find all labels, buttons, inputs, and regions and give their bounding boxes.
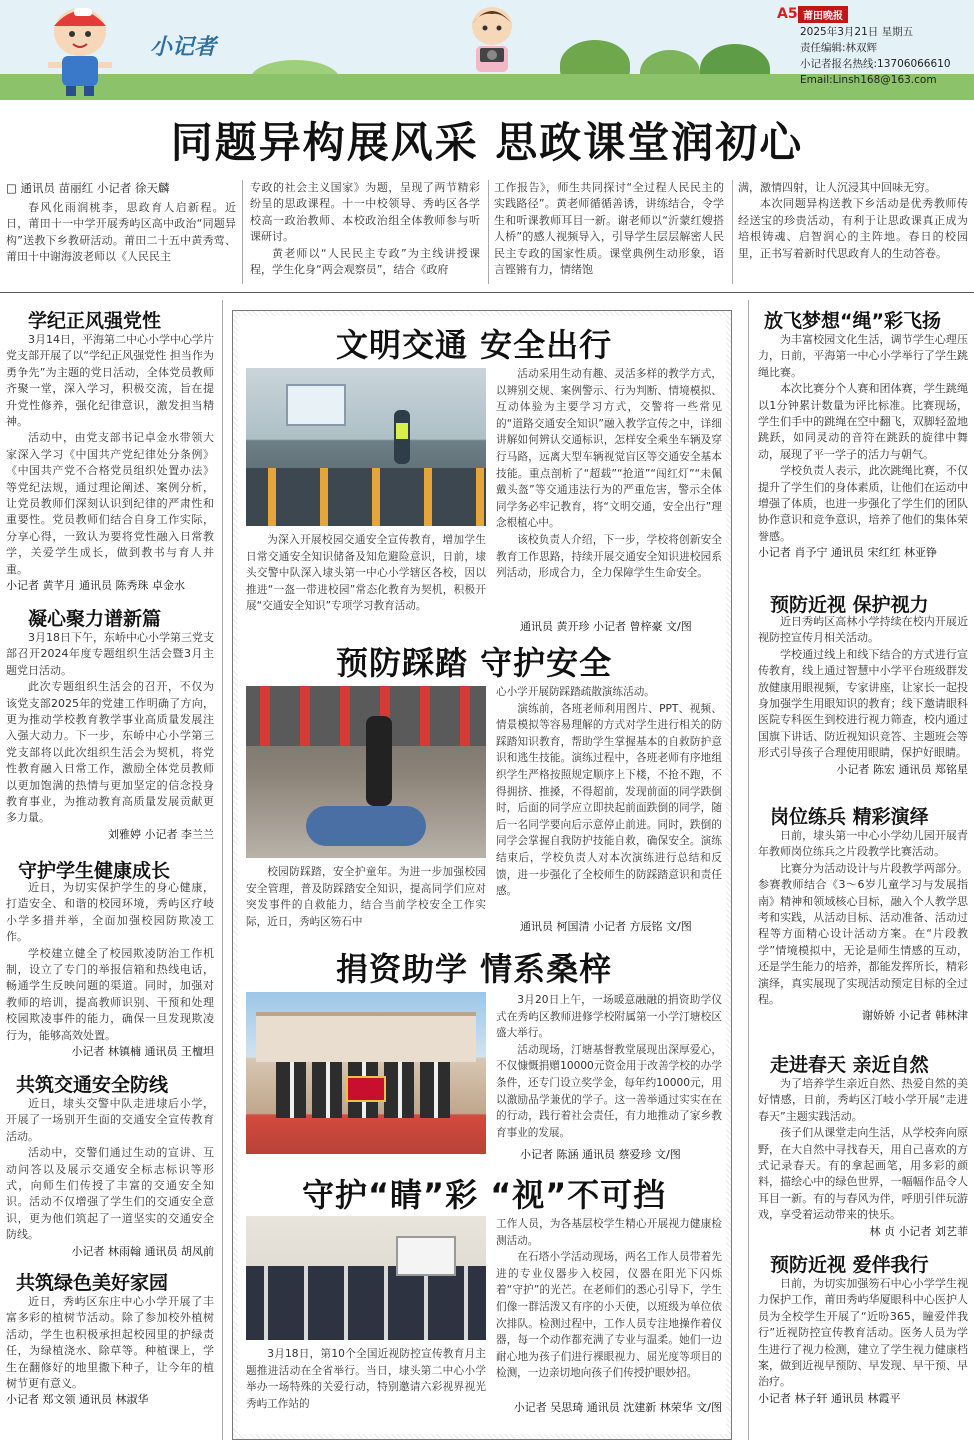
divider [488,180,489,284]
teacher-shape [366,716,392,806]
box-4-title: 守护“睛”彩 “视”不可挡 [302,1176,667,1214]
left-4-credit: 小记者 林雨翰 通讯员 胡凤前 [71,1244,214,1258]
newspaper-brand: 莆田晚报 [798,6,848,23]
left-3-title: 守护学生健康成长 [18,860,171,882]
left-5-title: 共筑绿色美好家园 [16,1272,169,1294]
right-3-credit: 谢娇娇 小记者 韩林津 [862,1009,968,1023]
right-1-text2: 本次比赛分个人赛和团体赛，学生跳绳以1分钟累计数量为评比标准。比赛现场，学生们手中的跳绳在空中翻飞，双脚轻盈地跳跃，如同灵动的音符在跳跃的旋律中舞动，展现了平一学子的活力与朝气。 [758,382,968,461]
right-5-credit: 小记者 林子轩 通讯员 林霞平 [758,1391,901,1405]
main-col-4 [738,180,968,280]
main-col-2 [250,180,480,280]
left-4-title: 共筑交通安全防线 [16,1074,169,1096]
box-1-caption-text: 为深入开展校园交通安全宣传教育，增加学生日常交通安全知识储备及知危避险意识，日前，埭头交警中队深入埭头第一中心小学辖区各校，因以推进“一盔一带进校园”常态化教育为契机，积极开展“交通安全知识”专项学习教育活动。 [246,534,486,613]
left-2-body [6,630,214,848]
students-queue-shape [246,1266,486,1340]
right-5-body [758,1276,968,1436]
right-3-text2: 比赛分为活动设计与片段教学两部分。参赛教师结合《3～6岁儿童学习与发展指南》精神和领域核心目标，融入个人教学思考和实践，从活动目标、活动准备、活动过程等方面精心设计活动方案。在“片段教学”情境模拟中，无论是师生情感的互动，还是学生能力的培养，都能发挥所长，精彩演绎，真实展现了实现活动预定目标的全过程。 [758,861,968,1007]
box-4-body2-text: 在石塔小学活动现场，两名工作人员带着先进的专业仪器步入校园，仪器在阳光下闪烁着“守护”的光芒。在老师们的悉心引导下，学生们像一群活泼又有序的小天使，以班级为单位依次排队。检测过程中，工作人员专注地操作着仪器，每一个动作都充满了专业与温柔。她们一边耐心地为孩子们进行裸眼视力、屈光度等项目的检测，一边亲切地向孩子们传授护眼妙招。 [496,1251,722,1380]
left-3-text: 近日，为切实保护学生的身心健康，打造安全、和谐的校园环境，秀屿区疗岐小学多措并举，全面加强校园防欺凌工作。 [6,881,214,944]
students-shape [246,468,486,526]
left-5-body [6,1294,214,1434]
left-4-body [6,1096,214,1262]
left-3-body [6,880,214,1062]
page-headline: 同题异构展风采 思政课堂润初心 [170,118,804,167]
left-1-text2: 活动中，由党支部书记卓金水带领大家深入学习《中国共产党纪律处分条例》《中国共产党不合格党员组织处置办法》等党纪法规，通过理论阐述、案例分析，让党员教师们深刻认识到纪律的严肃性和重要性。党员教师们结合自身工作实际，分享心得，一致认为要将党性融入日常教学，关爱学生成长，做到教书与育人并重。 [6,431,214,576]
box-1-title: 文明交通 安全出行 [336,326,613,364]
right-4-credit: 林 贞 小记者 刘艺菲 [869,1224,968,1238]
main-col-1-text: 春风化雨润桃李，思政育人启新程。近日，莆田十一中学开展秀屿区高中政治“同题异构”送教下乡教研活动。莆田二十五中黄秀莺、莆田十中谢海波老师以《人民民主 [6,201,236,264]
right-1-title: 放飞梦想“绳”彩飞扬 [764,310,941,332]
box-1-body2-text: 该校负责人介绍，下一步，学校将创新安全教育工作思路，持续开展交通安全知识进校园系列活动，形成合力，全力保障学生生命安全。 [496,533,722,580]
right-1-credit: 小记者 肖予宁 通讯员 宋红红 林亚铮 [758,546,937,560]
left-4-text2: 活动中，交警们通过生动的宣讲、互动问答以及展示交通安全标志标识等形式，向师生们传授了丰富的交通安全知识。活动不仅增强了学生们的交通安全意识，更为他们筑起了一道坚实的交通安全防线。 [6,1146,214,1242]
page-number: A5 [777,6,798,22]
box-2-body [496,684,722,916]
box-1-credit: 通讯员 黄开珍 小记者 曾梓豪 文/图 [520,620,692,633]
main-col-3-text: 工作报告》，师生共同探讨“全过程人民民主的实践路径”。黄老师循循善诱，讲练结合，令学生和听课教师耳目一新。谢老师以“沂蒙红嫂搭人桥”的感人视频导入，引导学生层层解密人民民主专政的国家性质。课堂典例生动形象，语言铿锵有力，情绪饱 [494,181,724,277]
right-1-body [758,332,968,586]
masthead [0,0,974,100]
school-building-shape [256,1012,476,1062]
editor-line: 责任编辑:林双辉 [800,42,878,54]
divider [748,300,749,1440]
left-3-credit: 小记者 林镇楠 通讯员 王檀坦 [71,1045,214,1059]
box-4-body [496,1216,722,1396]
camera-kid-illustration [462,2,522,82]
left-1-text: 3月14日，平海第二中心小学中心学片党支部开展了以“学纪正风强党性 担当作为勇争先”为主题的党日活动，全体党员教师齐聚一堂，深入学习，积极交流，旨在提升党性修养，强化纪律意识，激发担当精神。 [6,333,214,429]
left-2-text: 3月18日下午，东峤中心小学第三党支部召开2024年度专题组织生活会暨3月主题党日活动。 [6,631,214,677]
box-1-body [496,366,722,616]
right-4-title: 走进春天 亲近自然 [770,1054,929,1076]
vest-shape [396,423,408,439]
section-title: 小记者 [150,34,217,60]
right-2-credit: 小记者 陈宏 通讯员 郑铭星 [836,762,968,776]
box-2-caption-text: 校园防踩踏，安全护童年。为进一步加强校园安全管理，普及防踩踏安全知识，提高同学们应对突发事件的自救能力，结合当前学校安全工作实际，近日，秀屿区笏石中 [246,866,486,928]
box-3-body-text: 3月20日上午，一场暖意融融的捐资助学仪式在秀屿区教师进修学校附属第一小学汀塘校区盛大举行。 [496,994,722,1040]
vision-device-shape [396,1236,456,1276]
box-3-title: 捐资助学 情系桑梓 [336,950,613,988]
left-5-text: 近日，秀屿区东庄中心小学开展了丰富多彩的植树节活动。除了参加校外植树活动，学生也积极承担起校园里的护绿责任，为绿植浇水、除草等。种植课上，学生在翻修好的地里撒下种子，让今年的植树节更有意义。 [6,1295,214,1391]
right-5-title: 预防近视 爱伴我行 [770,1254,929,1276]
left-4-text: 近日，埭头交警中队走进埭后小学，开展了一场别开生面的交通安全宣传教育活动。 [6,1097,214,1143]
right-3-text: 日前，埭头第一中心小学幼儿园开展青年教师岗位练兵之片段教学比赛活动。 [758,829,968,859]
box-4-caption-text: 3月18日，第10个全国近视防控宣传教育月主题推进活动在全省举行。当日，埭头第二中心小学举办一场特殊的关爱行动，特别邀请六彩视界视光秀屿工作站的 [246,1348,486,1410]
fallen-student-shape [306,806,426,846]
hotline-line: 小记者报名热线:13706066610 [800,58,951,70]
right-2-text: 近日秀屿区高林小学持续在校内开展近视防控宣传月相关活动。 [758,615,968,645]
main-col-4-text: 满，激情四射，让人沉浸其中回味无穷。 [738,181,936,194]
date-line: 2025年3月21日 星期五 [800,26,914,38]
right-2-body [758,614,968,796]
left-2-credit: 刘雅婷 小记者 李兰兰 [108,827,214,841]
main-col-1 [6,200,236,280]
right-2-text2: 学校通过线上和线下结合的方式进行宣传教育，线上通过智慧中小学平台班级群发放健康用眼视频，专家讲座，让家长一起投身加强学生用眼知识的教育；线下邀请眼科医院专科医生到校进行视力筛查，校内通过国旗下讲话、防近视知识竞答、主题班会等形式引导孩子合理使用眼睛，保护好眼睛。 [758,647,968,760]
divider [732,180,733,284]
box-3-photo [246,992,486,1154]
right-2-title: 预防近视 保护视力 [770,594,929,616]
right-3-title: 岗位练兵 精彩演绎 [770,806,929,828]
box-4-photo [246,1216,486,1340]
left-2-title: 凝心聚力谱新篇 [28,608,162,630]
box-4-credit: 小记者 吴思琦 通讯员 沈建新 林荣华 文/图 [513,1401,722,1414]
certificate-shape [346,1076,386,1102]
right-5-text: 日前，为切实加强笏石中心小学学生视力保护工作，莆田秀屿华厦眼科中心医护人员为全校学生开展了“近吩365，瞳爱伴我行”近视防控宣传教育活动。医务人员为学生进行了视力检测，建立了学生视力健康档案，做到近视早预防、早发现、早干预、早治疗。 [758,1277,968,1389]
box-2-photo [246,686,486,858]
divider [222,300,223,1440]
email-line: Email:Linsh168@163.com [800,74,937,86]
left-2-text2: 此次专题组织生活会的召开，不仅为该党支部2025年的党建工作明确了方向，更为推动学校教育教学事业高质量发展注入强大动力。下一步，东峤中心小学第三党支部将以此次组织生活会为契机，将党性教育融入日常工作，激励全体党员教师以更加饱满的热情与更加坚定的信念投身教育事业，为推动教育高质量发展贡献更多力量。 [6,680,214,825]
box-2-title: 预防踩踏 守护安全 [336,644,613,682]
right-4-text: 为了培养学生亲近自然、热爱自然的美好情感，日前，秀屿区汀岐小学开展“走进春天”主题实践活动。 [758,1077,968,1123]
left-5-credit: 小记者 郑文领 通讯员 林淑华 [6,1393,149,1407]
main-col-2-text: 专政的社会主义国家》为题，呈现了两节精彩纷呈的思政课程。十一中校领导、秀屿区各学校高一政治教师、本校政治组全体教师参与听课研讨。 [250,181,480,244]
box-3-credit: 小记者 陈涵 通讯员 蔡爱珍 文/图 [520,1148,681,1161]
box-3-body2-text: 活动现场，汀塘基督教堂展现出深厚爱心，不仅慷慨捐赠10000元资金用于改善学校的办学条件，还专门设立奖学金，每年约10000元，用以激励品学兼优的学子。这一善举通过实实在在的行动，践行着社会责任，有力地推动了家乡教育事业的发展。 [496,1043,722,1139]
left-1-title: 学纪正风强党性 [28,310,162,332]
right-1-text: 为丰富校园文化生活，调节学生心理压力，日前，平海第一中心小学举行了学生跳绳比赛。 [758,333,968,379]
divider [0,292,974,293]
left-1-credit: 小记者 黄芊月 通讯员 陈秀珠 卓金水 [6,579,185,593]
box-2-body2-text: 演练前，各班老师利用图片、PPT、视频、情景模拟等容易理解的方式对学生进行相关的防踩踏知识教育，帮助学生掌握基本的自救防护意识和逃生技能。演练过程中，各班老师有序地组织学生严格按照规定顺序上下楼，不抢不跑，不得拥挤、推搡，不得超前，发现前面的同学跌倒时，后面的同学应立即抉起前面跌倒的同学，随后一名同学要向后示意停止前进。同时，跌倒的同学会掌握自我防护技能自救，确保安全。演练结束后，学校负责人对本次演练进行总结和反馈，进一步强化了全校师生的防踩踏意识和责任感。 [496,702,722,898]
main-col-3 [494,180,724,280]
right-3-body [758,828,968,1046]
box-2-body-text: 心小学开展防踩踏疏散演练活动。 [496,686,655,698]
main-col-4b-text: 本次同题异构送教下乡活动是优秀教师传经送宝的珍贵活动，有利于让思政课真正成为培根铸魂、启智润心的主阵地。春日的校园里，正书写着新时代思政育人的生动答卷。 [738,197,968,260]
divider [242,180,243,284]
box-4-body-text: 工作人员，为各基层校学生精心开展视力健康检测活动。 [496,1218,722,1247]
box-1-photo [246,368,486,526]
box-3-body [496,992,722,1144]
screen-shape [286,384,346,426]
box-2-caption [246,864,486,936]
right-4-text2: 孩子们从课堂走向生活，从学校奔向原野，在大自然中寻找春天，用自己喜欢的方式记录春天。有的拿起画笔，用多彩的颜料，描绘心中的绿色世界，一幅幅作品令人耳目一新。有的与春风为伴，呼朋引伴玩游戏，享受着运动带来的快乐。 [758,1126,968,1222]
box-2-credit: 通讯员 柯国清 小记者 方辰铭 文/图 [520,920,692,933]
main-col-2b-text: 黄老师以“人民民主专政”为主线讲授课程，学生化身“两会观察员”，结合《政府 [250,246,480,277]
left-1-body [6,332,214,593]
box-1-body-text: 活动采用生动有趣、灵活多样的教学方式，以辨别交规、案例警示、行为判断、情境模拟、互动体验为主要学习方式，交警将一些常见的“道路交通安全知识”融入教学宣传之中，详细讲解如何辨认交通标识，怎样安全乘坐车辆及穿行马路，远离大型车辆视觉盲区等交通安全基本技能。重点剖析了“超载”“抢道”“闯红灯”“未佩戴头盔”等交通违法行为的严重危害，警示全体同学务必牢记教育，将“文明交通，安全出行”理念根植心中。 [496,368,722,530]
left-3-text2: 学校建立健全了校园欺凌防治工作机制，设立了专门的举报信箱和热线电话，畅通学生反映问题的渠道。同时，加强对教师的培训，提高教师识别、干预和处理校园欺凌事件的能力，确保一旦发现欺凌行为，能够高效处置。 [6,946,214,1042]
right-4-body [758,1076,968,1266]
box-1-caption [246,532,486,632]
reporter-kid-illustration [40,2,120,98]
main-byline: □ 通讯员 苗丽红 小记者 徐天麟 [6,181,170,195]
box-4-caption [246,1346,486,1432]
right-1-text3: 学校负责人表示，此次跳绳比赛，不仅提升了学生们的身体素质，让他们在运动中增强了体质，也进一步强化了学生们的团队协作意识和竞争意识，培养了他们的集体荣誉感。 [758,464,968,543]
